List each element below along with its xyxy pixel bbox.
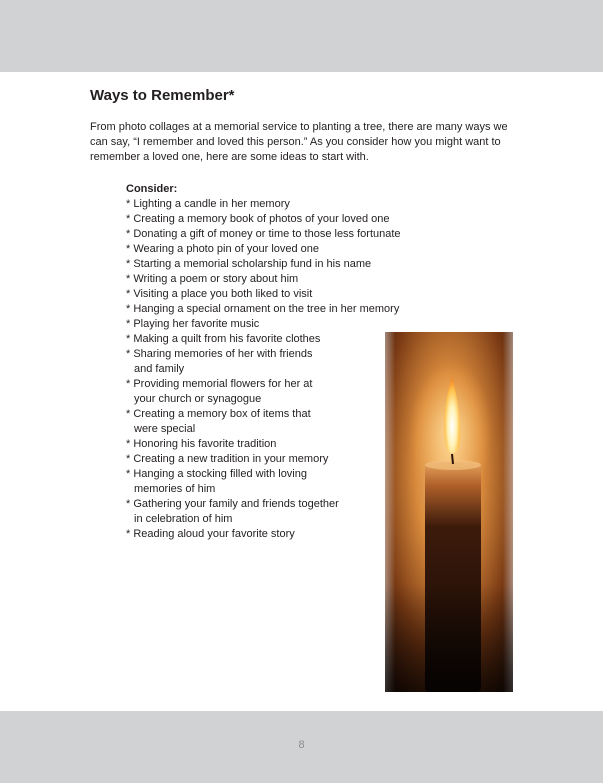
idea-text-continuation: and family (134, 363, 185, 375)
idea-text: * Honoring his favorite tradition (126, 438, 277, 450)
idea-text: * Making a quilt from his favorite clothes (126, 333, 321, 345)
idea-text: * Sharing memories of her with friends (126, 348, 313, 360)
idea-text-continuation: memories of him (134, 483, 216, 495)
idea-item (126, 272, 436, 287)
intro-paragraph: From photo collages at a memorial service to planting a tree, there are many ways we can say, “I remember and loved this person.” As you consider how you might want to remember a loved one, here are some ideas to start with. (90, 121, 508, 163)
idea-text: * Visiting a place you both liked to visit (126, 288, 313, 300)
idea-text: * Hanging a special ornament on the tree in her memory (126, 303, 400, 315)
page-number: 8 (298, 739, 305, 751)
top-band (0, 0, 603, 72)
idea-item (126, 317, 436, 332)
idea-text: * Creating a memory book of photos of your loved one (126, 213, 390, 225)
page-title: Ways to Remember* (90, 87, 235, 104)
idea-item (126, 257, 436, 272)
idea-text-continuation: in celebration of him (134, 513, 233, 525)
idea-text-continuation: were special (134, 423, 196, 435)
idea-text: * Reading aloud your favorite story (126, 528, 295, 540)
idea-item (126, 302, 436, 317)
idea-item (126, 197, 436, 212)
idea-text: * Providing memorial flowers for her at (126, 378, 313, 390)
idea-item (126, 287, 436, 302)
idea-item (126, 227, 436, 242)
idea-text: * Lighting a candle in her memory (126, 198, 290, 210)
idea-item (126, 242, 436, 257)
idea-text: * Hanging a stocking filled with loving (126, 468, 307, 480)
idea-text-continuation: your church or synagogue (134, 393, 262, 405)
idea-text: * Creating a new tradition in your memory (126, 453, 329, 465)
candle-photo (385, 332, 513, 692)
idea-text: * Donating a gift of money or time to those less fortunate (126, 228, 401, 240)
idea-text: * Creating a memory box of items that (126, 408, 311, 420)
idea-text: * Wearing a photo pin of your loved one (126, 243, 320, 255)
idea-item (126, 212, 436, 227)
consider-heading: Consider: (126, 183, 178, 195)
idea-text: * Playing her favorite music (126, 318, 260, 330)
idea-text: * Gathering your family and friends together (126, 498, 339, 510)
idea-text: * Writing a poem or story about him (126, 273, 299, 285)
idea-text: * Starting a memorial scholarship fund in his name (126, 258, 372, 270)
